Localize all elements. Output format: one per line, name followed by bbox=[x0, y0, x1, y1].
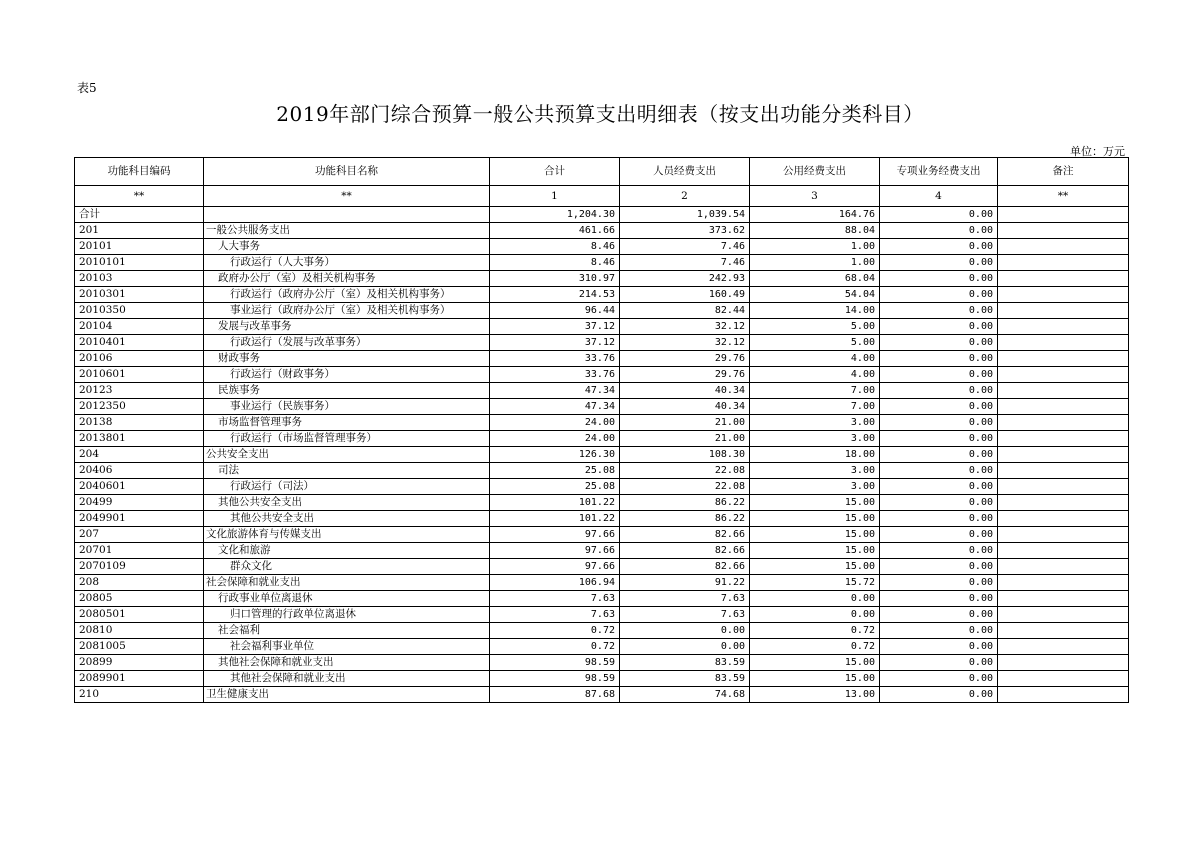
total-cell: 8.46 bbox=[490, 255, 620, 271]
personnel-cell: 29.76 bbox=[620, 351, 750, 367]
note-cell bbox=[998, 383, 1129, 399]
special-cell: 0.00 bbox=[880, 319, 998, 335]
public-cell: 13.00 bbox=[750, 687, 880, 703]
special-cell: 0.00 bbox=[880, 543, 998, 559]
note-cell bbox=[998, 207, 1129, 223]
note-cell bbox=[998, 335, 1129, 351]
note-cell bbox=[998, 671, 1129, 687]
personnel-cell: 7.46 bbox=[620, 255, 750, 271]
note-cell bbox=[998, 623, 1129, 639]
name-cell: 归口管理的行政单位离退休 bbox=[204, 607, 490, 623]
name-cell: 行政事业单位离退休 bbox=[204, 591, 490, 607]
code-cell: 20499 bbox=[75, 495, 204, 511]
index-cell: 4 bbox=[880, 186, 998, 207]
special-cell: 0.00 bbox=[880, 527, 998, 543]
name-cell: 事业运行（政府办公厅（室）及相关机构事务） bbox=[204, 303, 490, 319]
special-cell: 0.00 bbox=[880, 687, 998, 703]
personnel-cell: 82.66 bbox=[620, 559, 750, 575]
table-row bbox=[75, 319, 1129, 335]
table-row bbox=[75, 255, 1129, 271]
total-cell: 0.72 bbox=[490, 639, 620, 655]
name-cell: 人大事务 bbox=[204, 239, 490, 255]
code-cell: 2089901 bbox=[75, 671, 204, 687]
code-cell: 2010101 bbox=[75, 255, 204, 271]
name-cell: 财政事务 bbox=[204, 351, 490, 367]
total-cell: 33.76 bbox=[490, 351, 620, 367]
name-cell: 卫生健康支出 bbox=[204, 687, 490, 703]
code-cell: 20123 bbox=[75, 383, 204, 399]
table-row bbox=[75, 639, 1129, 655]
name-cell: 政府办公厅（室）及相关机构事务 bbox=[204, 271, 490, 287]
special-cell: 0.00 bbox=[880, 639, 998, 655]
unit-label: 单位：万元 bbox=[1070, 145, 1125, 158]
personnel-cell: 91.22 bbox=[620, 575, 750, 591]
special-cell: 0.00 bbox=[880, 271, 998, 287]
public-cell: 164.76 bbox=[750, 207, 880, 223]
code-cell: 201 bbox=[75, 223, 204, 239]
table-row bbox=[75, 543, 1129, 559]
public-cell: 5.00 bbox=[750, 335, 880, 351]
name-cell bbox=[204, 207, 490, 223]
code-cell: 2010301 bbox=[75, 287, 204, 303]
special-cell: 0.00 bbox=[880, 223, 998, 239]
public-cell: 3.00 bbox=[750, 479, 880, 495]
total-cell: 37.12 bbox=[490, 319, 620, 335]
special-cell: 0.00 bbox=[880, 351, 998, 367]
public-cell: 0.00 bbox=[750, 591, 880, 607]
special-cell: 0.00 bbox=[880, 559, 998, 575]
name-cell: 行政运行（司法） bbox=[204, 479, 490, 495]
total-cell: 1,204.30 bbox=[490, 207, 620, 223]
name-cell: 行政运行（政府办公厅（室）及相关机构事务） bbox=[204, 287, 490, 303]
table-row bbox=[75, 415, 1129, 431]
total-cell: 24.00 bbox=[490, 431, 620, 447]
note-cell bbox=[998, 399, 1129, 415]
special-cell: 0.00 bbox=[880, 495, 998, 511]
public-cell: 15.72 bbox=[750, 575, 880, 591]
name-cell: 文化旅游体育与传媒支出 bbox=[204, 527, 490, 543]
total-cell: 97.66 bbox=[490, 543, 620, 559]
total-cell: 7.63 bbox=[490, 607, 620, 623]
total-cell: 25.08 bbox=[490, 479, 620, 495]
code-cell: 20810 bbox=[75, 623, 204, 639]
total-cell: 25.08 bbox=[490, 463, 620, 479]
special-cell: 0.00 bbox=[880, 415, 998, 431]
code-cell: 207 bbox=[75, 527, 204, 543]
public-cell: 15.00 bbox=[750, 655, 880, 671]
public-cell: 3.00 bbox=[750, 415, 880, 431]
total-cell: 101.22 bbox=[490, 511, 620, 527]
special-cell: 0.00 bbox=[880, 303, 998, 319]
note-cell bbox=[998, 431, 1129, 447]
name-cell: 其他公共安全支出 bbox=[204, 511, 490, 527]
public-cell: 3.00 bbox=[750, 431, 880, 447]
name-cell: 行政运行（市场监督管理事务） bbox=[204, 431, 490, 447]
special-cell: 0.00 bbox=[880, 575, 998, 591]
personnel-cell: 74.68 bbox=[620, 687, 750, 703]
name-cell: 市场监督管理事务 bbox=[204, 415, 490, 431]
table-row bbox=[75, 655, 1129, 671]
public-cell: 15.00 bbox=[750, 543, 880, 559]
name-cell: 一般公共服务支出 bbox=[204, 223, 490, 239]
header-special: 专项业务经费支出 bbox=[880, 158, 998, 186]
note-cell bbox=[998, 447, 1129, 463]
public-cell: 3.00 bbox=[750, 463, 880, 479]
special-cell: 0.00 bbox=[880, 591, 998, 607]
note-cell bbox=[998, 511, 1129, 527]
special-cell: 0.00 bbox=[880, 399, 998, 415]
table-label: 表5 bbox=[77, 81, 97, 95]
personnel-cell: 83.59 bbox=[620, 671, 750, 687]
total-cell: 126.30 bbox=[490, 447, 620, 463]
note-cell bbox=[998, 367, 1129, 383]
total-cell: 0.72 bbox=[490, 623, 620, 639]
personnel-cell: 40.34 bbox=[620, 399, 750, 415]
table-header bbox=[75, 158, 1129, 207]
total-cell: 97.66 bbox=[490, 527, 620, 543]
personnel-cell: 7.46 bbox=[620, 239, 750, 255]
total-cell: 98.59 bbox=[490, 655, 620, 671]
code-cell: 208 bbox=[75, 575, 204, 591]
special-cell: 0.00 bbox=[880, 383, 998, 399]
public-cell: 4.00 bbox=[750, 351, 880, 367]
code-cell: 20701 bbox=[75, 543, 204, 559]
note-cell bbox=[998, 543, 1129, 559]
public-cell: 0.72 bbox=[750, 623, 880, 639]
public-cell: 54.04 bbox=[750, 287, 880, 303]
table-row bbox=[75, 207, 1129, 223]
personnel-cell: 108.30 bbox=[620, 447, 750, 463]
personnel-cell: 1,039.54 bbox=[620, 207, 750, 223]
personnel-cell: 0.00 bbox=[620, 623, 750, 639]
public-cell: 15.00 bbox=[750, 671, 880, 687]
public-cell: 18.00 bbox=[750, 447, 880, 463]
code-cell: 20104 bbox=[75, 319, 204, 335]
total-cell: 98.59 bbox=[490, 671, 620, 687]
total-cell: 87.68 bbox=[490, 687, 620, 703]
table-row bbox=[75, 527, 1129, 543]
name-cell: 其他公共安全支出 bbox=[204, 495, 490, 511]
note-cell bbox=[998, 527, 1129, 543]
index-cell: 2 bbox=[620, 186, 750, 207]
personnel-cell: 32.12 bbox=[620, 319, 750, 335]
table-row bbox=[75, 511, 1129, 527]
code-cell: 204 bbox=[75, 447, 204, 463]
public-cell: 0.00 bbox=[750, 607, 880, 623]
index-row bbox=[75, 186, 1129, 207]
header-public: 公用经费支出 bbox=[750, 158, 880, 186]
name-cell: 社会福利 bbox=[204, 623, 490, 639]
table-row bbox=[75, 687, 1129, 703]
special-cell: 0.00 bbox=[880, 607, 998, 623]
note-cell bbox=[998, 655, 1129, 671]
note-cell bbox=[998, 271, 1129, 287]
table-row bbox=[75, 463, 1129, 479]
total-cell: 33.76 bbox=[490, 367, 620, 383]
name-cell: 社会保障和就业支出 bbox=[204, 575, 490, 591]
table-row bbox=[75, 479, 1129, 495]
note-cell bbox=[998, 255, 1129, 271]
total-cell: 101.22 bbox=[490, 495, 620, 511]
total-cell: 96.44 bbox=[490, 303, 620, 319]
special-cell: 0.00 bbox=[880, 255, 998, 271]
code-cell: 2010401 bbox=[75, 335, 204, 351]
note-cell bbox=[998, 495, 1129, 511]
code-cell: 2070109 bbox=[75, 559, 204, 575]
personnel-cell: 40.34 bbox=[620, 383, 750, 399]
table-row bbox=[75, 591, 1129, 607]
budget-table bbox=[74, 157, 1129, 703]
special-cell: 0.00 bbox=[880, 367, 998, 383]
note-cell bbox=[998, 415, 1129, 431]
total-cell: 97.66 bbox=[490, 559, 620, 575]
note-cell bbox=[998, 319, 1129, 335]
total-cell: 8.46 bbox=[490, 239, 620, 255]
table-row bbox=[75, 607, 1129, 623]
public-cell: 15.00 bbox=[750, 559, 880, 575]
personnel-cell: 86.22 bbox=[620, 495, 750, 511]
name-cell: 民族事务 bbox=[204, 383, 490, 399]
public-cell: 7.00 bbox=[750, 399, 880, 415]
header-personnel: 人员经费支出 bbox=[620, 158, 750, 186]
note-cell bbox=[998, 639, 1129, 655]
table-row bbox=[75, 575, 1129, 591]
total-cell: 214.53 bbox=[490, 287, 620, 303]
table-row bbox=[75, 383, 1129, 399]
code-cell: 2010601 bbox=[75, 367, 204, 383]
index-cell: ** bbox=[204, 186, 490, 207]
total-cell: 47.34 bbox=[490, 399, 620, 415]
total-cell: 24.00 bbox=[490, 415, 620, 431]
code-cell: 20805 bbox=[75, 591, 204, 607]
table-row bbox=[75, 335, 1129, 351]
index-cell: ** bbox=[998, 186, 1129, 207]
total-cell: 310.97 bbox=[490, 271, 620, 287]
special-cell: 0.00 bbox=[880, 479, 998, 495]
personnel-cell: 21.00 bbox=[620, 431, 750, 447]
code-cell: 2080501 bbox=[75, 607, 204, 623]
table-body bbox=[75, 207, 1129, 703]
code-cell: 2013801 bbox=[75, 431, 204, 447]
special-cell: 0.00 bbox=[880, 671, 998, 687]
personnel-cell: 29.76 bbox=[620, 367, 750, 383]
note-cell bbox=[998, 575, 1129, 591]
name-cell: 行政运行（财政事务） bbox=[204, 367, 490, 383]
special-cell: 0.00 bbox=[880, 463, 998, 479]
table-row bbox=[75, 303, 1129, 319]
note-cell bbox=[998, 351, 1129, 367]
code-cell: 2049901 bbox=[75, 511, 204, 527]
table-row bbox=[75, 431, 1129, 447]
name-cell: 文化和旅游 bbox=[204, 543, 490, 559]
personnel-cell: 82.44 bbox=[620, 303, 750, 319]
total-cell: 47.34 bbox=[490, 383, 620, 399]
note-cell bbox=[998, 591, 1129, 607]
public-cell: 15.00 bbox=[750, 495, 880, 511]
total-cell: 37.12 bbox=[490, 335, 620, 351]
code-cell: 20406 bbox=[75, 463, 204, 479]
total-cell: 106.94 bbox=[490, 575, 620, 591]
public-cell: 5.00 bbox=[750, 319, 880, 335]
header-code: 功能科目编码 bbox=[75, 158, 204, 186]
public-cell: 88.04 bbox=[750, 223, 880, 239]
note-cell bbox=[998, 303, 1129, 319]
code-cell: 20101 bbox=[75, 239, 204, 255]
public-cell: 14.00 bbox=[750, 303, 880, 319]
table-row bbox=[75, 223, 1129, 239]
header-name: 功能科目名称 bbox=[204, 158, 490, 186]
personnel-cell: 373.62 bbox=[620, 223, 750, 239]
personnel-cell: 242.93 bbox=[620, 271, 750, 287]
table-row bbox=[75, 239, 1129, 255]
code-cell: 合计 bbox=[75, 207, 204, 223]
public-cell: 1.00 bbox=[750, 239, 880, 255]
personnel-cell: 7.63 bbox=[620, 607, 750, 623]
personnel-cell: 0.00 bbox=[620, 639, 750, 655]
header-note: 备注 bbox=[998, 158, 1129, 186]
code-cell: 2081005 bbox=[75, 639, 204, 655]
table-row bbox=[75, 559, 1129, 575]
special-cell: 0.00 bbox=[880, 239, 998, 255]
name-cell: 发展与改革事务 bbox=[204, 319, 490, 335]
note-cell bbox=[998, 607, 1129, 623]
personnel-cell: 82.66 bbox=[620, 543, 750, 559]
note-cell bbox=[998, 223, 1129, 239]
special-cell: 0.00 bbox=[880, 447, 998, 463]
table-row bbox=[75, 399, 1129, 415]
note-cell bbox=[998, 479, 1129, 495]
table-row bbox=[75, 671, 1129, 687]
code-cell: 2010350 bbox=[75, 303, 204, 319]
personnel-cell: 22.08 bbox=[620, 463, 750, 479]
page-title: 2019年部门综合预算一般公共预算支出明细表（按支出功能分类科目） bbox=[276, 102, 924, 126]
personnel-cell: 86.22 bbox=[620, 511, 750, 527]
table-row bbox=[75, 351, 1129, 367]
code-cell: 20106 bbox=[75, 351, 204, 367]
name-cell: 司法 bbox=[204, 463, 490, 479]
table-row bbox=[75, 367, 1129, 383]
code-cell: 20899 bbox=[75, 655, 204, 671]
code-cell: 20138 bbox=[75, 415, 204, 431]
index-cell: 1 bbox=[490, 186, 620, 207]
name-cell: 行政运行（人大事务） bbox=[204, 255, 490, 271]
personnel-cell: 82.66 bbox=[620, 527, 750, 543]
name-cell: 事业运行（民族事务） bbox=[204, 399, 490, 415]
special-cell: 0.00 bbox=[880, 207, 998, 223]
special-cell: 0.00 bbox=[880, 623, 998, 639]
table-row bbox=[75, 271, 1129, 287]
name-cell: 公共安全支出 bbox=[204, 447, 490, 463]
code-cell: 2040601 bbox=[75, 479, 204, 495]
public-cell: 0.72 bbox=[750, 639, 880, 655]
code-cell: 2012350 bbox=[75, 399, 204, 415]
table-row bbox=[75, 447, 1129, 463]
special-cell: 0.00 bbox=[880, 335, 998, 351]
table-row bbox=[75, 623, 1129, 639]
personnel-cell: 32.12 bbox=[620, 335, 750, 351]
note-cell bbox=[998, 687, 1129, 703]
name-cell: 其他社会保障和就业支出 bbox=[204, 671, 490, 687]
total-cell: 7.63 bbox=[490, 591, 620, 607]
public-cell: 15.00 bbox=[750, 527, 880, 543]
note-cell bbox=[998, 559, 1129, 575]
total-cell: 461.66 bbox=[490, 223, 620, 239]
name-cell: 其他社会保障和就业支出 bbox=[204, 655, 490, 671]
personnel-cell: 7.63 bbox=[620, 591, 750, 607]
public-cell: 68.04 bbox=[750, 271, 880, 287]
name-cell: 行政运行（发展与改革事务） bbox=[204, 335, 490, 351]
code-cell: 20103 bbox=[75, 271, 204, 287]
note-cell bbox=[998, 239, 1129, 255]
index-cell: ** bbox=[75, 186, 204, 207]
name-cell: 群众文化 bbox=[204, 559, 490, 575]
personnel-cell: 83.59 bbox=[620, 655, 750, 671]
name-cell: 社会福利事业单位 bbox=[204, 639, 490, 655]
personnel-cell: 160.49 bbox=[620, 287, 750, 303]
code-cell: 210 bbox=[75, 687, 204, 703]
public-cell: 15.00 bbox=[750, 511, 880, 527]
note-cell bbox=[998, 287, 1129, 303]
public-cell: 7.00 bbox=[750, 383, 880, 399]
header-row bbox=[75, 158, 1129, 186]
personnel-cell: 22.08 bbox=[620, 479, 750, 495]
table-row bbox=[75, 287, 1129, 303]
special-cell: 0.00 bbox=[880, 287, 998, 303]
public-cell: 4.00 bbox=[750, 367, 880, 383]
public-cell: 1.00 bbox=[750, 255, 880, 271]
table-row bbox=[75, 495, 1129, 511]
header-total: 合计 bbox=[490, 158, 620, 186]
special-cell: 0.00 bbox=[880, 511, 998, 527]
note-cell bbox=[998, 463, 1129, 479]
special-cell: 0.00 bbox=[880, 431, 998, 447]
index-cell: 3 bbox=[750, 186, 880, 207]
personnel-cell: 21.00 bbox=[620, 415, 750, 431]
special-cell: 0.00 bbox=[880, 655, 998, 671]
